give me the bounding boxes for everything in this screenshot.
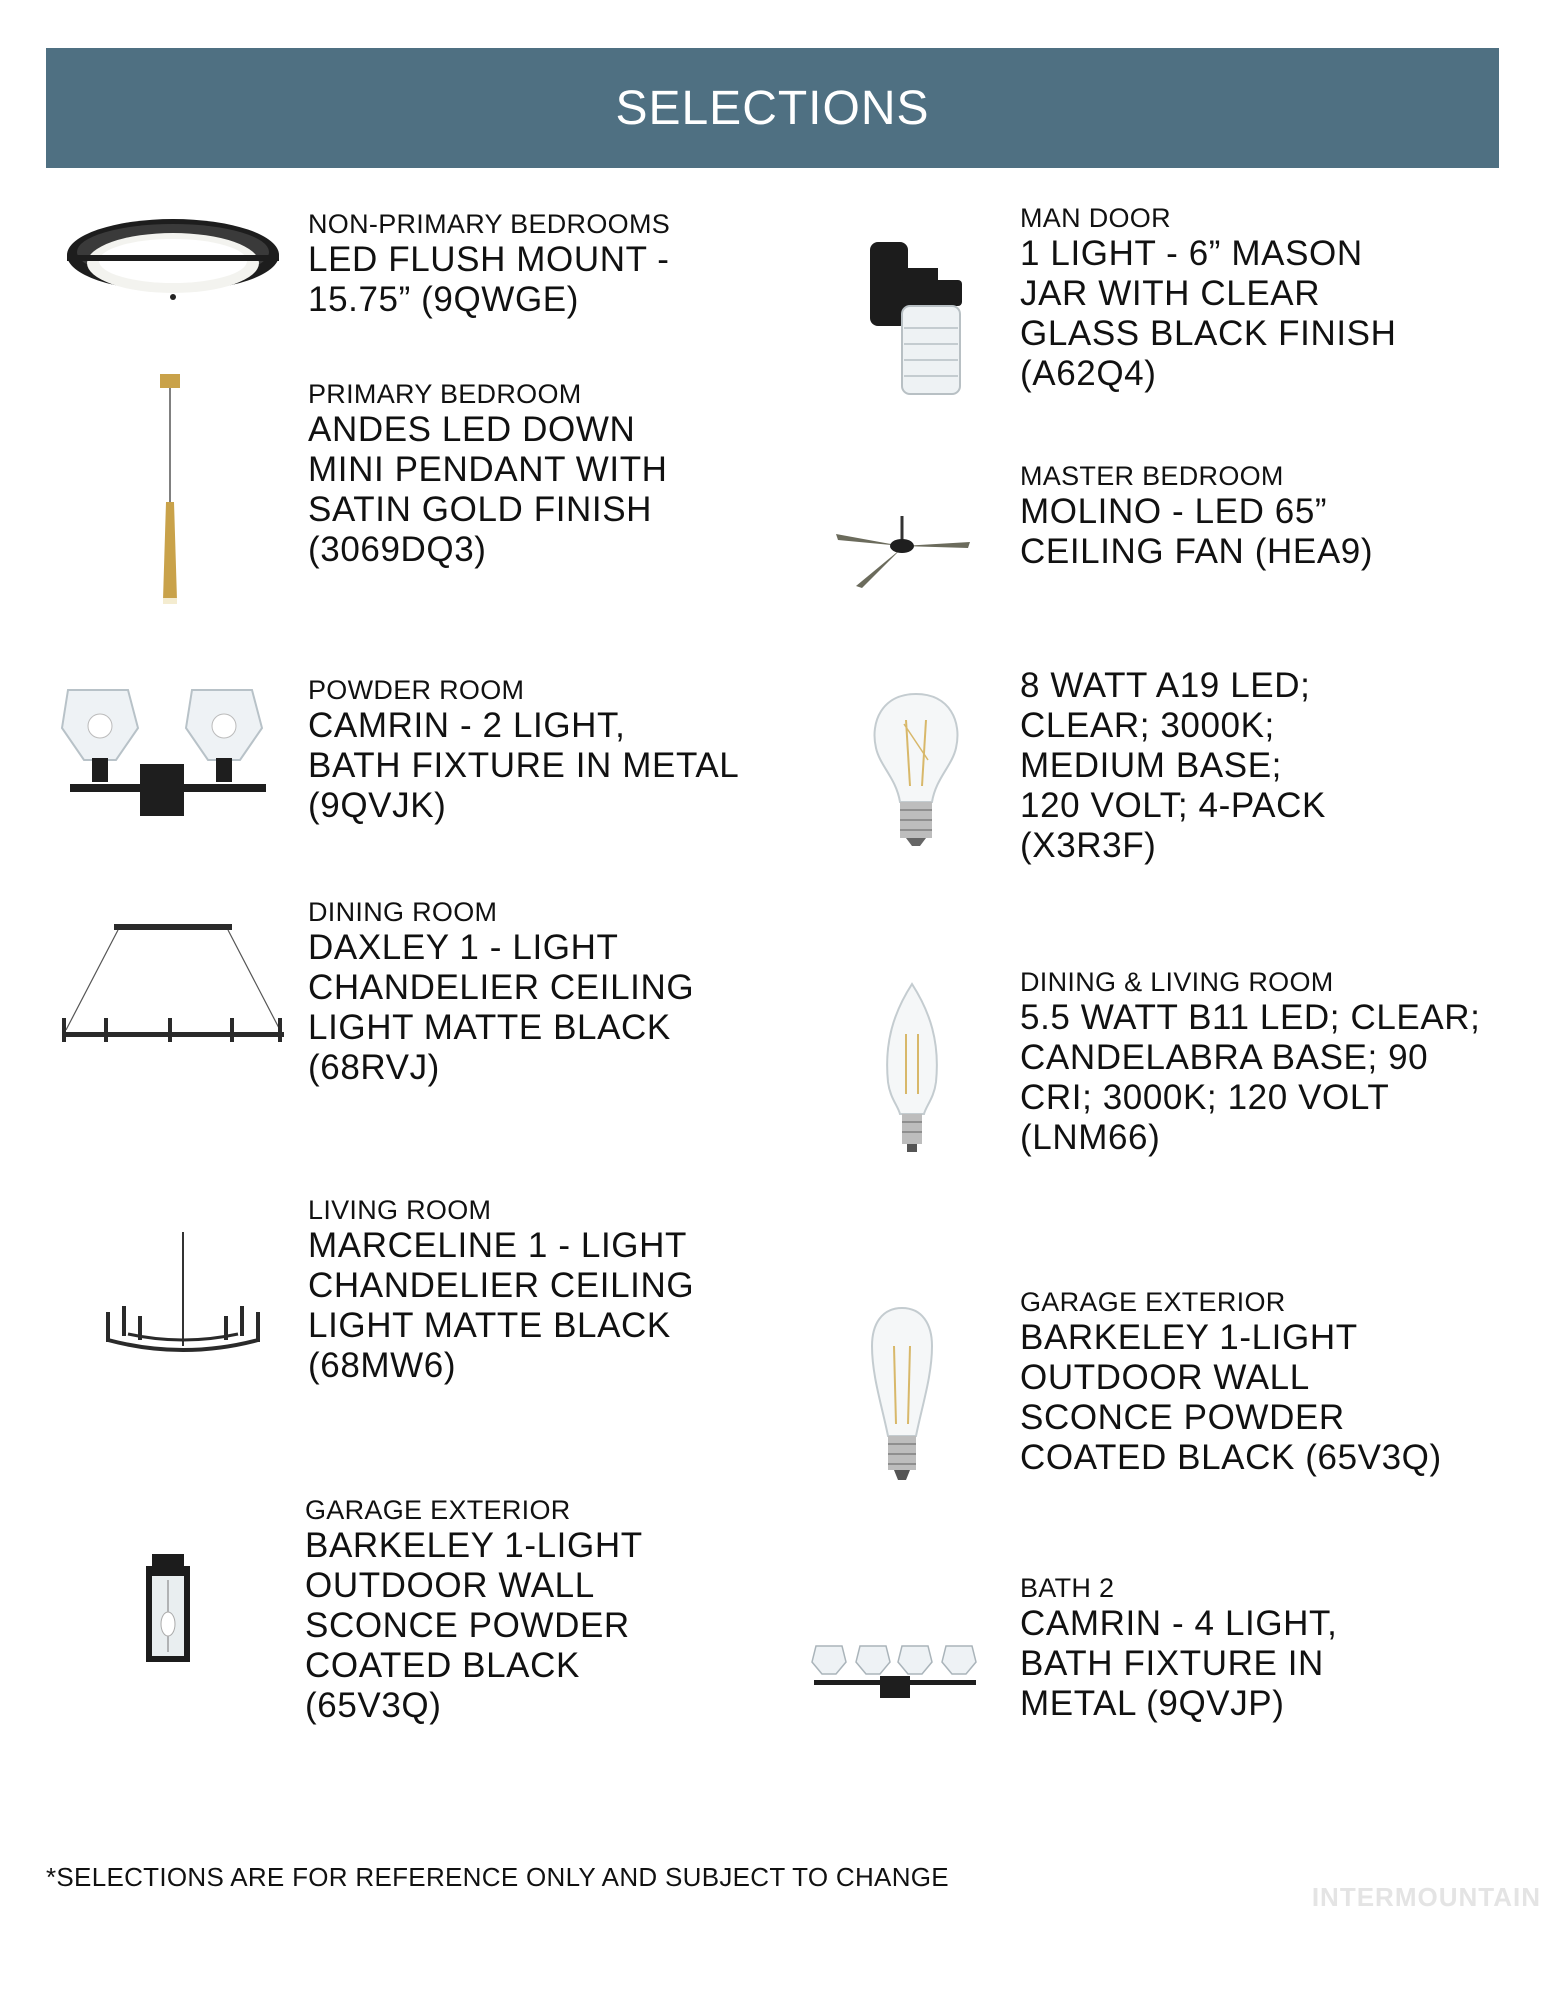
mason-jar-light-icon — [868, 232, 968, 402]
list-item — [1020, 1572, 1337, 1724]
ceiling-fan-icon — [832, 512, 972, 592]
st19-bulb-icon — [866, 1306, 938, 1486]
item-category: GARAGE EXTERIOR — [1020, 1287, 1286, 1317]
candelabra-bulb-icon — [880, 982, 944, 1154]
list-item — [308, 674, 739, 826]
item-description: 8 WATT A19 LED; CLEAR; 3000K; MEDIUM BASE; 120 VOLT; 4-PACK (X3R3F) — [1020, 666, 1326, 865]
item-category: PRIMARY BEDROOM — [308, 379, 582, 409]
item-description: CAMRIN - 4 LIGHT, BATH FIXTURE IN METAL (9QVJP) — [1020, 1604, 1338, 1723]
list-item — [308, 208, 670, 320]
a19-bulb-icon — [866, 690, 966, 850]
list-item — [1020, 202, 1396, 394]
item-category: POWDER ROOM — [308, 675, 525, 705]
list-item — [308, 378, 668, 570]
list-item — [308, 896, 694, 1088]
disclaimer-note: *SELECTIONS ARE FOR REFERENCE ONLY AND SUBJECT TO CHANGE — [46, 1862, 949, 1892]
item-category: MAN DOOR — [1020, 203, 1171, 233]
item-description: 1 LIGHT - 6” MASON JAR WITH CLEAR GLASS BLACK FINISH (A62Q4) — [1020, 234, 1397, 393]
linear-chandelier-icon — [58, 920, 288, 1060]
item-description: MARCELINE 1 - LIGHT CHANDELIER CEILING LIGHT MATTE BLACK (68MW6) — [308, 1226, 695, 1385]
item-description: MOLINO - LED 65” CEILING FAN (HEA9) — [1020, 492, 1374, 571]
list-item — [1020, 666, 1326, 866]
item-description: BARKELEY 1-LIGHT OUTDOOR WALL SCONCE POWDER COATED BLACK (65V3Q) — [1020, 1318, 1442, 1477]
list-item — [1020, 460, 1373, 572]
wall-sconce-icon — [138, 1552, 198, 1672]
item-category: NON-PRIMARY BEDROOMS — [308, 209, 671, 239]
mini-pendant-icon — [120, 372, 220, 612]
item-description: CAMRIN - 2 LIGHT, BATH FIXTURE IN METAL (9QVJK) — [308, 706, 740, 825]
item-description: ANDES LED DOWN MINI PENDANT WITH SATIN GOLD FINISH (3069DQ3) — [308, 410, 668, 569]
bath-fixture-4-icon — [810, 1642, 980, 1702]
item-category: MASTER BEDROOM — [1020, 461, 1284, 491]
watermark: INTERMOUNTAIN — [1311, 1882, 1541, 1912]
item-category: LIVING ROOM — [308, 1195, 492, 1225]
item-description: LED FLUSH MOUNT - 15.75” (9QWGE) — [308, 240, 670, 319]
list-item — [1020, 1286, 1442, 1478]
item-category: BATH 2 — [1020, 1573, 1115, 1603]
bath-fixture-2-icon — [60, 680, 270, 820]
item-description: 5.5 WATT B11 LED; CLEAR; CANDELABRA BASE; 90 CRI; 3000K; 120 VOLT (LNM66) — [1020, 998, 1481, 1157]
item-category: DINING & LIVING ROOM — [1020, 967, 1334, 997]
item-description: BARKELEY 1-LIGHT OUTDOOR WALL SCONCE POWDER COATED BLACK (65V3Q) — [305, 1526, 643, 1725]
selections-banner — [46, 48, 1499, 168]
list-item — [1020, 966, 1480, 1158]
list-item — [308, 1194, 694, 1386]
round-chandelier-icon — [98, 1228, 268, 1378]
item-category: DINING ROOM — [308, 897, 498, 927]
item-description: DAXLEY 1 - LIGHT CHANDELIER CEILING LIGHT MATTE BLACK (68RVJ) — [308, 928, 695, 1087]
page-title: SELECTIONS — [615, 81, 930, 135]
item-category: GARAGE EXTERIOR — [305, 1495, 571, 1525]
list-item — [305, 1494, 643, 1726]
flush-mount-icon — [62, 205, 284, 315]
